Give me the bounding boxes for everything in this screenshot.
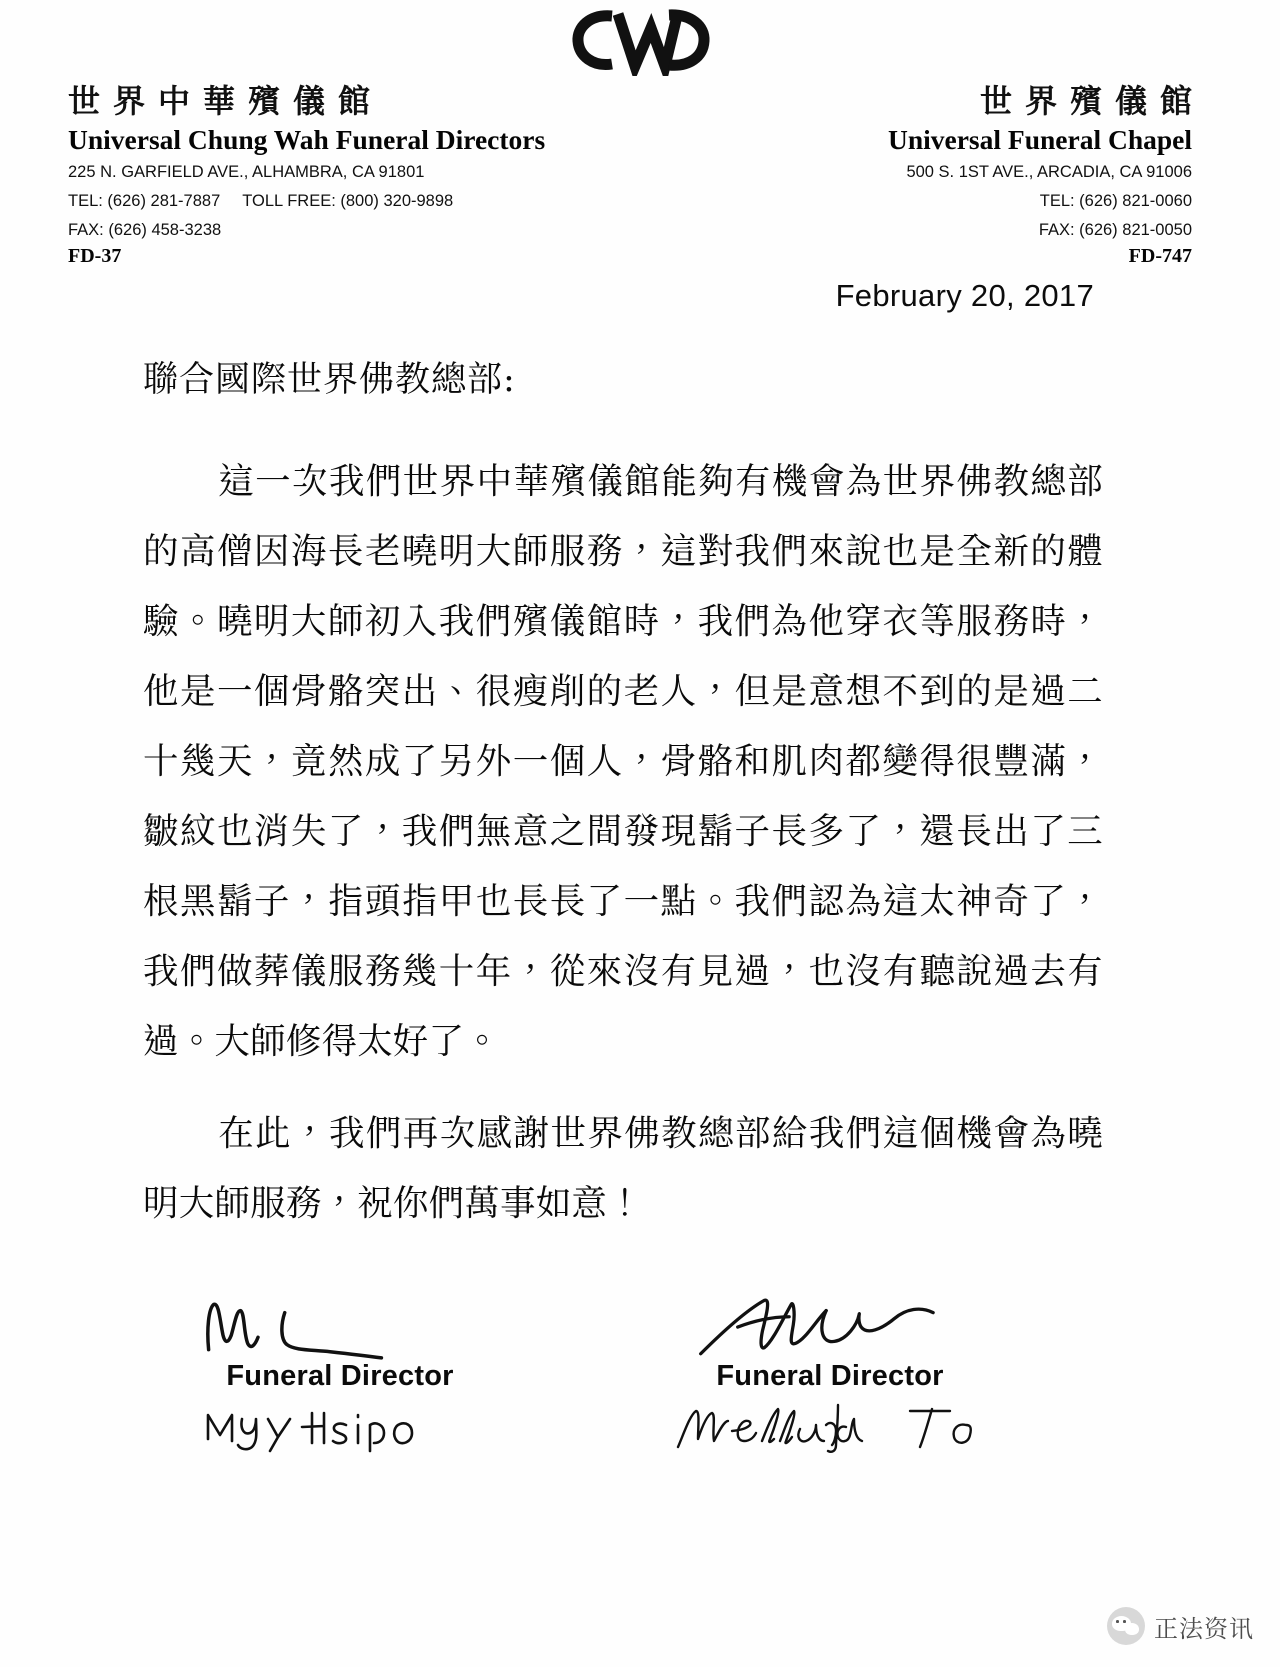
signature-title-1: Funeral Director [226,1360,454,1392]
handwritten-name-icon [190,1399,490,1457]
handwritten-name-icon [670,1399,990,1457]
footer-watermark [1107,1607,1254,1645]
wechat-account-icon [1107,1607,1145,1645]
signature-block-2 [630,1290,1030,1461]
cwd-logo-icon [565,4,715,76]
company-logo [0,4,1280,81]
left-chinese-name: 世界中華殯儀館 [68,82,384,120]
left-address: 225 N. GARFIELD AVE., ALHAMBRA, CA 91801 [68,162,425,181]
left-english-name: Universal Chung Wah Funeral Directors [68,124,546,156]
left-license-number: FD-37 [68,244,122,267]
letter-date: February 20, 2017 [835,278,1094,313]
printed-name-1 [140,1399,540,1461]
right-tel: TEL: (626) 821-0060 [1039,191,1192,210]
signature-title-2: Funeral Director [716,1360,944,1392]
right-chinese-name: 世界殯儀館 [979,82,1205,120]
left-tel: TEL: (626) 281-7887 [68,191,221,210]
letterhead-left [68,82,545,268]
printed-name-2 [630,1399,1030,1461]
right-license-number: FD-747 [1128,244,1192,267]
right-address: 500 S. 1ST AVE., ARCADIA, CA 91006 [906,162,1192,181]
letter-content [143,352,1103,1239]
paragraph-1 [143,447,1103,1077]
salutation: 聯合國際世界佛教總部: [143,360,516,400]
paragraph-2-text: 在此，我們再次感謝世界佛教總部給我們這個機會為曉明大師服務，祝你們萬事如意！ [143,1113,1103,1224]
watermark-text: 正法资讯 [1154,1614,1254,1643]
letterhead-right [887,82,1205,268]
signature-block-1 [140,1290,540,1461]
left-phone-row [68,189,545,214]
signature-area [0,1290,1280,1520]
left-toll-free: TOLL FREE: (800) 320-9898 [242,191,454,210]
letterhead [0,82,1280,272]
right-english-name: Universal Funeral Chapel [887,124,1192,156]
handwritten-signature-icon [186,1290,495,1362]
handwritten-signature-icon [676,1290,985,1362]
left-fax: FAX: (626) 458-3238 [68,220,222,239]
paragraph-1-text: 這一次我們世界中華殯儀館能夠有機會為世界佛教總部的高僧因海長老曉明大師服務，這對我們來說也是全新的體驗。曉明大師初入我們殯儀館時，我們為他穿衣等服務時，他是一個骨骼突出、很瘦削的老人，但是意想不到的是過二十幾天，竟然成了另外一個人，骨骼和肌肉都變得很豐滿，皺紋也消失了，我們無意之間發現鬍子長多了，還長出了三根黑鬍子，指頭指甲也長長了一點。我們認為這太神奇了，我們做葬儀服務幾十年，從來沒有見過，也沒有聽說過去有過。大師修得太好了。 [143,461,1103,1062]
paragraph-2 [143,1099,1103,1239]
right-fax: FAX: (626) 821-0050 [1038,220,1192,239]
